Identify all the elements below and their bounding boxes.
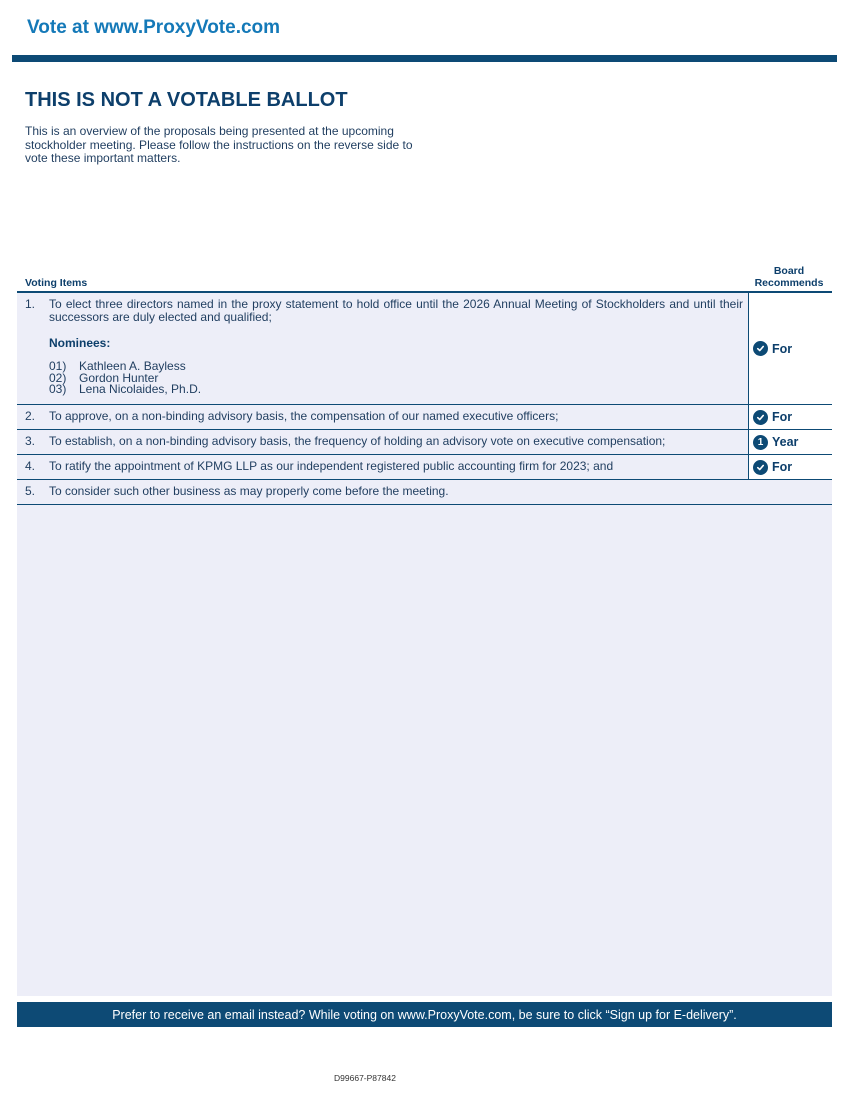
recommendation-for [753, 341, 792, 356]
intro-text: This is an overview of the proposals being presented at the upcoming stockholder meeting. Please follow the instructions on the reverse side to vote these important matters. [25, 124, 413, 165]
recommendation-cell [748, 293, 832, 404]
voting-items-header: Voting Items [25, 277, 88, 289]
number-one-circle-icon: 1 [753, 435, 768, 450]
recommendation-year [753, 435, 798, 450]
item-number: 3. [25, 434, 36, 448]
board-header-line1: Board [773, 265, 805, 277]
nominee-item: 03) Lena Nicolaides, Ph.D. [49, 382, 202, 396]
item-description: To consider such other business as may properly come before the meeting. [49, 484, 449, 498]
board-recommends-header [748, 266, 830, 289]
nominees-label: Nominees: [49, 336, 111, 350]
recommendation-cell [748, 405, 832, 429]
check-circle-icon [753, 341, 768, 356]
recommendation-label: Year [772, 435, 799, 449]
document-code: D99667-P87842 [334, 1073, 396, 1083]
voting-item-1-text [25, 298, 745, 323]
edelivery-message: Prefer to receive an email instead? While voting on www.ProxyVote.com, be sure to click “Sign up for E-delivery”. [112, 1007, 737, 1022]
voting-item-2-text [25, 410, 745, 423]
voting-item-2 [17, 405, 832, 430]
item-number: 5. [25, 484, 36, 498]
voting-item-4 [17, 455, 832, 480]
item-description: To approve, on a non-binding advisory basis, the compensation of our named executive officers; [49, 409, 559, 423]
nominee-item: 01) Kathleen A. Bayless [49, 359, 186, 373]
voting-item-4-text [25, 460, 745, 473]
recommendation-for [753, 410, 792, 425]
recommendation-label: For [772, 410, 793, 424]
item-description: To establish, on a non-binding advisory basis, the frequency of holding an advisory vote on executive compensation; [49, 434, 666, 448]
voting-item-5-text [25, 485, 745, 498]
recommendation-cell [748, 430, 832, 454]
header-divider [12, 55, 837, 62]
recommendation-for [753, 460, 792, 475]
proxyvote-header-title: Vote at www.ProxyVote.com [27, 17, 281, 38]
edelivery-banner [17, 1002, 832, 1027]
board-header-line2: Recommends [754, 276, 824, 289]
item-description: To ratify the appointment of KPMG LLP as our independent registered public accounting firm for 2023; and [49, 459, 614, 473]
recommendation-label: For [772, 460, 793, 474]
voting-item-1 [17, 293, 832, 405]
item-number: 1. [25, 297, 36, 311]
voting-item-3-text [25, 435, 745, 448]
check-circle-icon [753, 410, 768, 425]
recommendation-label: For [772, 341, 793, 356]
nominee-item: 02) Gordon Hunter [49, 370, 159, 385]
check-circle-icon [753, 460, 768, 475]
voting-items-panel [17, 291, 832, 996]
voting-item-3 [17, 430, 832, 455]
page-title: THIS IS NOT A VOTABLE BALLOT [25, 89, 348, 111]
voting-item-5 [17, 480, 832, 505]
item-number: 2. [25, 409, 36, 423]
item-description: To elect three directors named in the proxy statement to hold office until the 2026 Annual Meeting of Stockholders and until their successors are duly elected and qualified; [49, 297, 743, 324]
item-number: 4. [25, 459, 36, 473]
nominee-list [49, 361, 201, 396]
recommendation-cell [748, 455, 832, 479]
